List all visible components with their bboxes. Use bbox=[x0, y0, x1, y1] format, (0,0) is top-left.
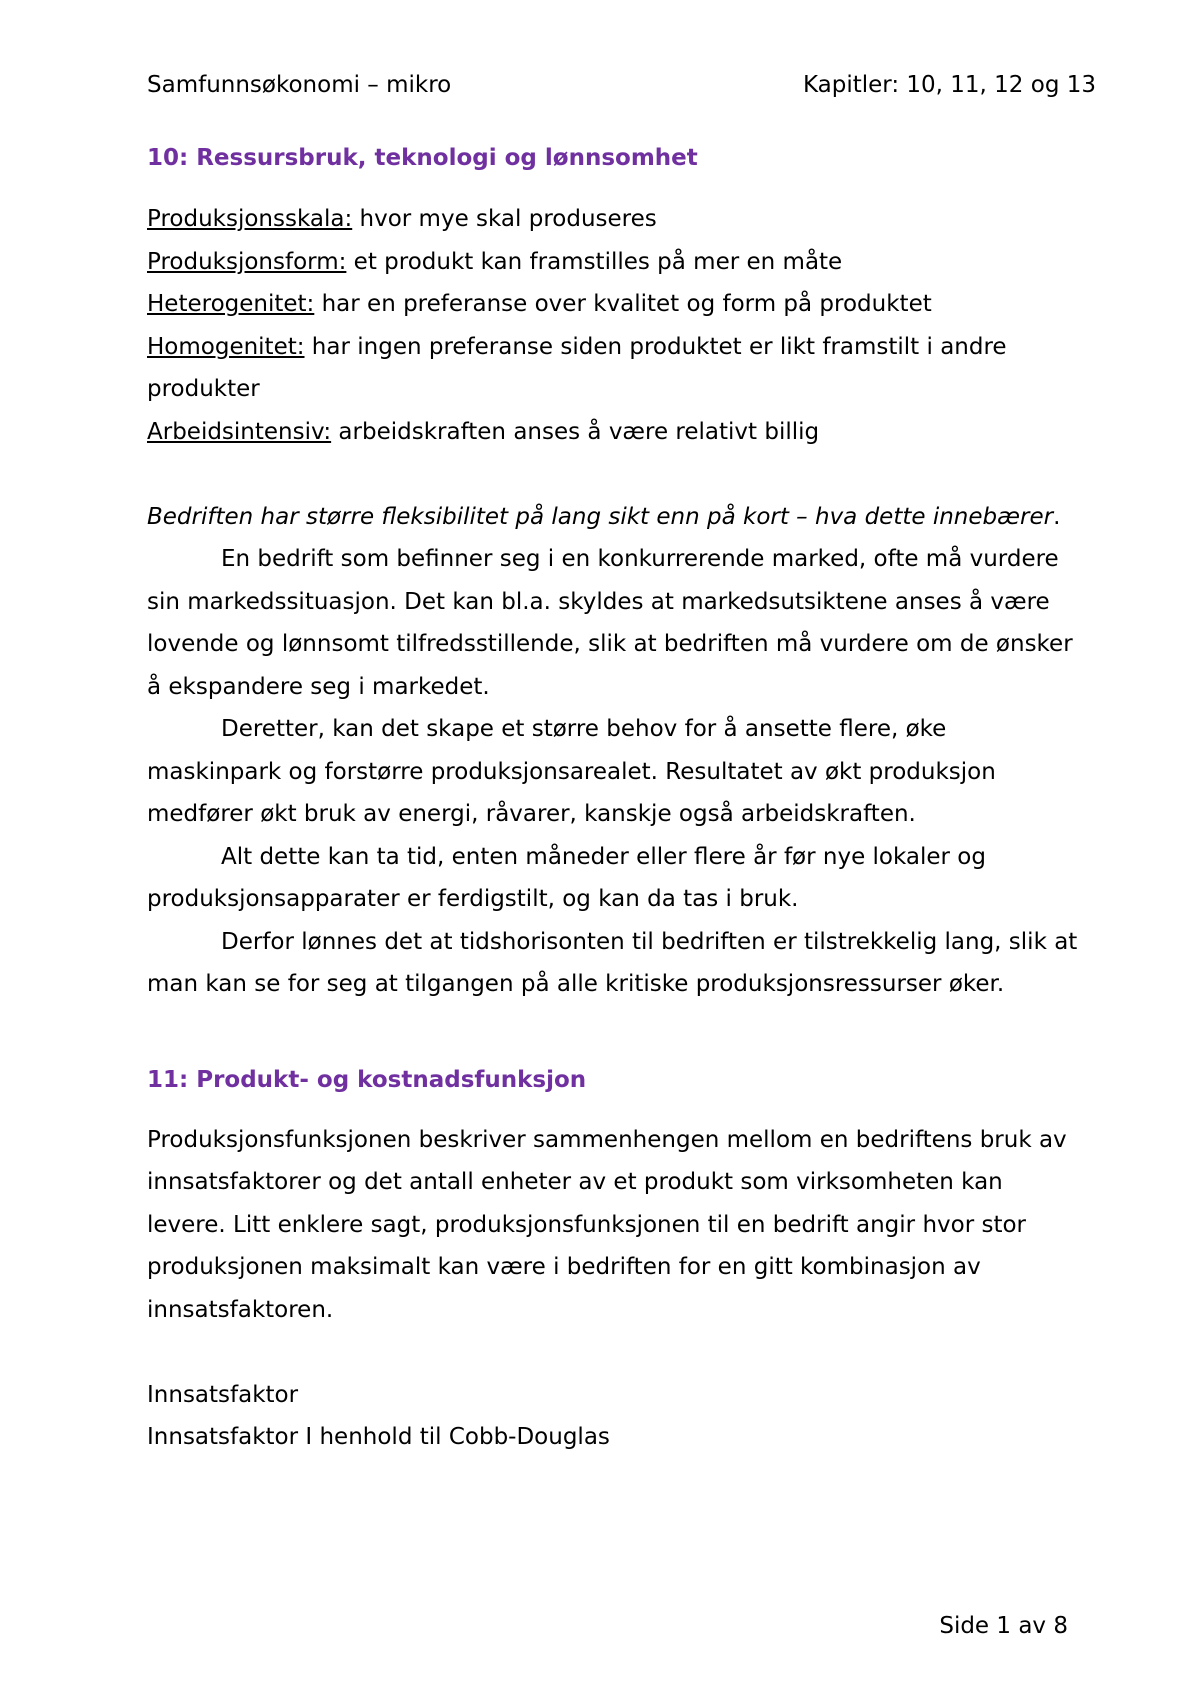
header-left-title: Samfunnsøkonomi – mikro bbox=[147, 72, 452, 98]
question-end: . bbox=[1053, 503, 1061, 530]
definition-term: Homogenitet: bbox=[147, 333, 305, 360]
question-italic: Bedriften har større fleksibilitet på lang sikt enn på kort – hva dette innebærer bbox=[147, 503, 1054, 530]
question-line bbox=[147, 496, 1087, 539]
definition-term: Heterogenitet: bbox=[147, 291, 315, 317]
paragraph: Derfor lønnes det at tidshorisonten til bedriften er tilstrekkelig lang, slik at man kan se for seg at tilgangen på alle kritiske produksjonsressurser øker. bbox=[147, 928, 1078, 997]
document-body bbox=[147, 143, 1087, 1459]
definition-list bbox=[147, 198, 1087, 453]
definition-produksjonsform bbox=[147, 241, 1087, 284]
innsatsfaktor-line: Innsatsfaktor bbox=[147, 1381, 299, 1408]
definition-text: arbeidskraften anses å være relativt billig bbox=[331, 418, 820, 445]
definition-term: Produksjonsform: bbox=[147, 248, 347, 275]
definition-term: Produksjonsskala: bbox=[147, 206, 353, 232]
spacer bbox=[147, 1331, 1087, 1374]
definition-arbeidsintensiv bbox=[147, 411, 1087, 454]
definition-text: hvor mye skal produseres bbox=[352, 206, 657, 232]
definition-term: Arbeidsintensiv: bbox=[147, 418, 332, 445]
page-number: Side 1 av 8 bbox=[939, 1613, 1068, 1639]
section-10-heading: 10: Ressursbruk, teknologi og lønnsomhet bbox=[147, 145, 698, 171]
definition-heterogenitet bbox=[147, 283, 1087, 326]
spacer bbox=[147, 1006, 1087, 1065]
paragraph: En bedrift som befinner seg i en konkurrerende marked, ofte må vurdere sin markedssituasjon. Det kan bl.a. skyldes at markedsutsiktene anses å være lovende og lønnsomt tilfredsstillende, slik at bedriften må vurdere om de ønsker å ekspandere seg i markedet. bbox=[147, 546, 1073, 700]
definition-text: et produkt kan framstilles på mer en måte bbox=[346, 248, 843, 275]
definition-text: har ingen preferanse siden produktet er likt framstilt i andre produkter bbox=[147, 333, 1007, 402]
paragraph: Deretter, kan det skape et større behov for å ansette flere, øke maskinpark og forstørre produksjonsarealet. Resultatet av økt produksjon medfører økt bruk av energi, råvarer, kanskje også arbeidskraften. bbox=[147, 716, 996, 827]
paragraph: Produksjonsfunksjonen beskriver sammenhengen mellom en bedriftens bruk av innsatsfaktorer og det antall enheter av et produkt som virksomheten kan levere. Litt enklere sagt, produksjonsfunksjonen til en bedrift angir hvor stor produksjonen maksimalt kan være i bedriften for en gitt kombinasjon av innsatsfaktoren. bbox=[147, 1126, 1067, 1323]
cobb-douglas-line: Innsatsfaktor I henhold til Cobb-Douglas bbox=[147, 1424, 610, 1450]
spacer bbox=[147, 453, 1087, 496]
definition-text: har en preferanse over kvalitet og form på produktet bbox=[314, 291, 932, 317]
definition-produksjonsskala bbox=[147, 198, 1087, 241]
header-right-chapters: Kapitler: 10, 11, 12 og 13 bbox=[802, 72, 1096, 98]
definition-homogenitet bbox=[147, 326, 1087, 411]
section-11-heading: 11: Produkt- og kostnadsfunksjon bbox=[147, 1066, 587, 1093]
paragraph: Alt dette kan ta tid, enten måneder eller flere år før nye lokaler og produksjonsapparater er ferdigstilt, og kan da tas i bruk. bbox=[147, 843, 986, 912]
